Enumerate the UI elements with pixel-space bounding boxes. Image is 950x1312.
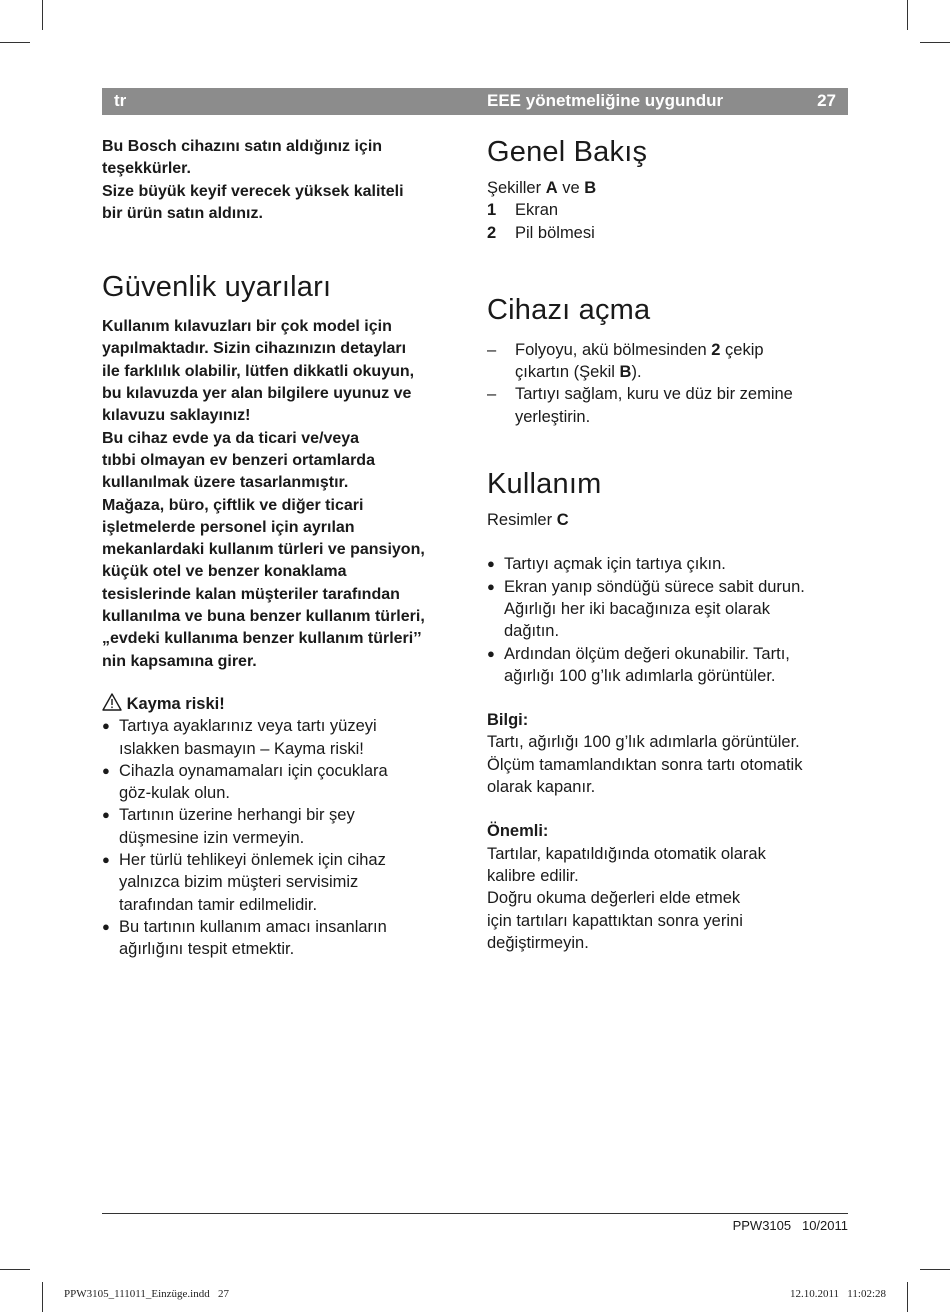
warning-list	[102, 715, 464, 960]
pictures-line: Resimler C	[487, 511, 569, 530]
header-bar	[102, 88, 848, 115]
slug-datetime: 12.10.2011 11:02:28	[789, 1288, 886, 1300]
footer-code: PPW3105 10/2011	[732, 1218, 848, 1233]
info-heading: Bilgi:	[487, 711, 529, 730]
overview-heading: Genel Bakış	[487, 136, 648, 168]
list-item: – Folyoyu, akü bölmesinden 2 çekip çıkartın (Şekil B).	[487, 339, 849, 384]
parts-list	[487, 199, 849, 244]
footer-rule	[102, 1213, 848, 1214]
left-column	[102, 136, 464, 961]
warning-triangle-icon	[102, 693, 122, 711]
list-item: 1 Ekran	[487, 201, 559, 220]
warning-heading: Kayma riski!	[102, 693, 464, 715]
list-item: ● Tartıyı açmak için tartıya çıkın.	[487, 553, 849, 575]
list-item: ● Tartının üzerine herhangi bir şey düşmesine izin vermeyin.	[102, 804, 464, 849]
important-heading: Önemli:	[487, 822, 549, 841]
crop-mark	[42, 0, 43, 30]
crop-mark	[0, 1269, 30, 1270]
list-item: – Tartıyı sağlam, kuru ve düz bir zemine yerleştirin.	[487, 383, 849, 428]
info-text: Tartı, ağırlığı 100 g’lık adımlarla görüntüler. Ölçüm tamamlandıktan sonra tartı otomatik olarak kapanır.	[487, 733, 803, 797]
use-heading: Kullanım	[487, 468, 602, 501]
intro-text: Bu Bosch cihazını satın aldığınız için teşekkürler. Size büyük keyif verecek yüksek kaliteli bir ürün satın aldınız.	[102, 138, 404, 222]
list-item: ● Her türlü tehlikeyi önlemek için cihaz yalnızca bizim müşteri servisimiz tarafından tamir edilmelidir.	[102, 849, 464, 916]
page-number: 27	[817, 91, 836, 110]
language-code: tr	[114, 91, 127, 110]
open-steps	[487, 339, 849, 428]
figures-line: Şekiller A ve B	[487, 179, 597, 197]
list-item: ● Ardından ölçüm değeri okunabilir. Tartı, ağırlığı 100 g’lık adımlarla görüntüler.	[487, 643, 849, 688]
important-text: Tartılar, kapatıldığında otomatik olarak kalibre edilir. Doğru okuma değerleri elde etmek için tartıları kapattıktan sonra yerini değiştirmeyin.	[487, 844, 766, 952]
list-item: 2 Pil bölmesi	[487, 223, 595, 242]
crop-mark	[907, 1282, 908, 1312]
safety-heading: Güvenlik uyarıları	[102, 271, 332, 304]
crop-mark	[920, 1269, 950, 1270]
crop-mark	[0, 42, 30, 43]
safety-text: Kullanım kılavuzları bir çok model için yapılmaktadır. Sizin cihazınızın detayları ile farklılık olabilir, lütfen dikkatli okuyun, bu kılavuzda yer alan bilgilere uyunuz ve kılavuzu saklayınız! Bu cihaz evde ya da ticari ve/veya tıbbi olmayan ev benzeri ortamlarda kullanılmak üzere tasarlanmıştır. Mağaza, büro, çiftlik ve diğer ticari işletmelerde personel için ayrılan mekanlardaki kullanım türleri ve pansiyon, küçük otel ve benzer konaklama tesislerinde kalan müşteriler tarafından kullanılma ve buna benzer kullanım türleri, „evdeki kullanıma benzer kullanım türleri’’ nin kapsamına girer.	[102, 318, 425, 670]
list-item: ● Ekran yanıp söndüğü sürece sabit durun. Ağırlığı her iki bacağınıza eşit olarak dağıtın.	[487, 576, 849, 643]
right-column	[487, 136, 849, 954]
header-title: EEE yönetmeliğine uygundur	[487, 91, 724, 110]
list-item: ● Bu tartının kullanım amacı insanların ağırlığını tespit etmektir.	[102, 916, 464, 961]
list-item: ● Cihazla oynamamaları için çocuklara göz-kulak olun.	[102, 760, 464, 805]
use-steps	[487, 553, 849, 687]
slug-filename: PPW3105_111011_Einzüge.indd 27	[64, 1288, 229, 1300]
crop-mark	[920, 42, 950, 43]
crop-mark	[907, 0, 908, 30]
crop-mark	[42, 1282, 43, 1312]
list-item: ● Tartıya ayaklarınız veya tartı yüzeyi ıslakken basmayın – Kayma riski!	[102, 715, 464, 760]
open-heading: Cihazı açma	[487, 293, 651, 326]
